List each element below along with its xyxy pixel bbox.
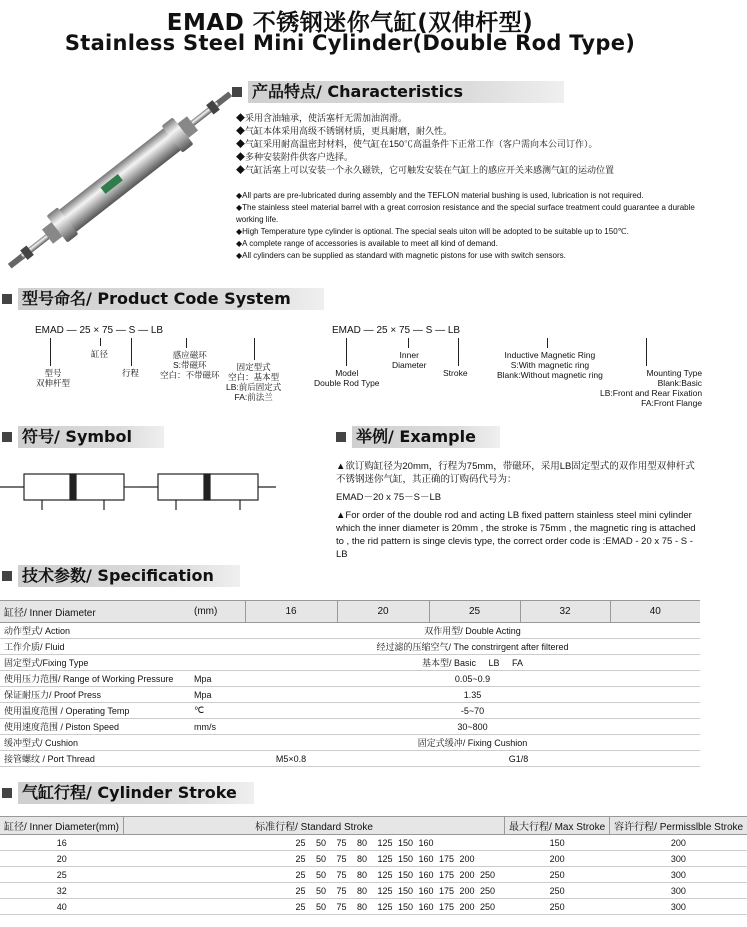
- characteristics-heading: 产品特点/ Characteristics: [232, 81, 564, 103]
- code-cn-model: 型号 双伸杆型: [36, 368, 71, 388]
- standard-stroke-cell: [124, 867, 505, 883]
- stroke-value: 125: [377, 837, 393, 848]
- stroke-value: 250: [480, 869, 496, 880]
- max-stroke-cell: 200: [505, 851, 610, 867]
- table-row: [0, 851, 747, 867]
- stroke-value: 25: [295, 885, 306, 896]
- list-item: ◆采用含油轴承，使活塞杆无需加油润滑。: [236, 113, 408, 123]
- stroke-value: 125: [377, 901, 393, 912]
- code-cn-stroke: 行程: [122, 368, 140, 378]
- specification-heading: 技术参数/ Specification: [2, 565, 240, 587]
- list-item: ◆All parts are pre-lubricated during assembly and the TEFLON material bushing is used, lubrication is not required.: [236, 191, 644, 200]
- code-cn-bore: 缸径: [91, 349, 109, 359]
- list-item: ◆A complete range of accessories is available to meet all kind of demand.: [236, 239, 498, 248]
- cylinder-symbol-diagram: [0, 446, 290, 526]
- max-stroke-cell: 250: [505, 883, 610, 899]
- stroke-value: 200: [459, 885, 475, 896]
- list-item: ◆气缸采用耐高温密封材料，使气缸在150℃高温条件下正常工作（客户需向本公司订作）。: [236, 139, 598, 149]
- table-row: 工作介质/ Fluid 经过滤的压缩空气/ The constrirgent after filtered: [0, 639, 700, 655]
- code-line-cn: EMAD — 25 × 75 — S — LB: [35, 325, 164, 336]
- code-en-bore: Inner Diameter: [392, 350, 427, 370]
- table-row: [0, 835, 747, 851]
- bore-cell: 32: [0, 883, 124, 899]
- bullet-square-icon: [2, 294, 12, 304]
- code-en-mount: Mounting Type Blank:Basic LB:Front and Rear Fixation FA:Front Flange: [600, 368, 703, 408]
- code-line-en: EMAD — 25 × 75 — S — LB: [332, 325, 461, 336]
- permissible-stroke-cell: 200: [610, 835, 747, 851]
- cylinder-photo: [0, 100, 240, 260]
- stroke-value: 25: [295, 837, 306, 848]
- stroke-value: 150: [398, 853, 414, 864]
- permissible-stroke-cell: 300: [610, 899, 747, 915]
- code-en-model: Model Double Rod Type: [314, 368, 380, 388]
- characteristics-cn-list: [236, 112, 614, 177]
- stroke-value: 75: [336, 837, 347, 848]
- table-header-row: 缸径/ Inner Diameter (mm) 16 20 25 32 40: [0, 601, 700, 623]
- stroke-value: 250: [480, 901, 496, 912]
- table-row: 使用温度范围 / Operating Temp ℃ -5~70: [0, 703, 700, 719]
- code-en-magnet: Inductive Magnetic Ring S:With magnetic ring Blank:Without magnetic ring: [497, 350, 603, 380]
- stroke-value: 50: [316, 901, 327, 912]
- stroke-value: 75: [336, 853, 347, 864]
- max-stroke-cell: 150: [505, 835, 610, 851]
- stroke-value: 175: [439, 885, 455, 896]
- stroke-value: 25: [295, 853, 306, 864]
- table-row: [0, 883, 747, 899]
- stroke-value: 50: [316, 837, 327, 848]
- example-text: [336, 460, 698, 566]
- stroke-value: 125: [377, 885, 393, 896]
- stroke-value: 75: [336, 901, 347, 912]
- bullet-square-icon: [2, 571, 12, 581]
- stroke-value: 250: [480, 885, 496, 896]
- list-item: ◆All cylinders can be supplied as standard with magnetic pistons for use with switch sensors.: [236, 251, 566, 260]
- stroke-value: 160: [418, 837, 434, 848]
- stroke-value: 175: [439, 869, 455, 880]
- stroke-value: 80: [357, 901, 368, 912]
- stroke-value: 25: [295, 869, 306, 880]
- bore-cell: 20: [0, 851, 124, 867]
- example-en: ▲For order of the double rod and acting LB fixed pattern stainless steel mini cylinder which the inner diameter is 20mm , the stroke is 75mm , the magnetic ring is attached to , the rid pattern is singe clevis type, the correct order code is :EMAD - 20 x 75 - S - LB: [336, 510, 696, 560]
- stroke-value: 150: [398, 885, 414, 896]
- symbol-heading: 符号/ Symbol: [2, 426, 164, 448]
- page-title-cn: EMAD 不锈钢迷你气缸(双伸杆型): [166, 10, 534, 36]
- stroke-heading: 气缸行程/ Cylinder Stroke: [2, 782, 254, 804]
- permissible-stroke-cell: 300: [610, 851, 747, 867]
- stroke-value: 150: [398, 901, 414, 912]
- stroke-value: 50: [316, 885, 327, 896]
- permissible-stroke-cell: 300: [610, 883, 747, 899]
- bore-cell: 40: [0, 899, 124, 915]
- stroke-value: 160: [418, 901, 434, 912]
- list-item: ◆High Temperature type cylinder is optional. The special seals uiton will be adopted to be suitable up to 150℃.: [236, 227, 629, 236]
- list-item: ◆The stainless steel material barrel with a great corrosion resistance and the special surface treatment could guarantee a durable working life.: [236, 203, 695, 224]
- code-cn-magnet: 感应磁环 S:带磁环 空白：不带磁环: [160, 350, 220, 380]
- stroke-value: 80: [357, 837, 368, 848]
- stroke-value: 125: [377, 853, 393, 864]
- example-cn-code: EMAD－20 x 75－S－LB: [336, 492, 442, 503]
- bore-cell: 25: [0, 867, 124, 883]
- product-code-heading: 型号命名/ Product Code System: [2, 288, 324, 310]
- table-row: 固定型式/Fixing Type 基本型/ Basic LB FA: [0, 655, 700, 671]
- stroke-value: 150: [398, 837, 414, 848]
- permissible-stroke-cell: 300: [610, 867, 747, 883]
- bullet-square-icon: [2, 432, 12, 442]
- max-stroke-cell: 250: [505, 867, 610, 883]
- bullet-square-icon: [232, 87, 242, 97]
- table-row: 使用速度范围 / Piston Speed mm/s 30~800: [0, 719, 700, 735]
- table-row: 动作型式/ Action 双作用型/ Double Acting: [0, 623, 700, 639]
- list-item: ◆气缸本体采用高级不锈钢材质，更具耐磨，耐久性。: [236, 126, 453, 136]
- max-stroke-cell: 250: [505, 899, 610, 915]
- standard-stroke-cell: [124, 899, 505, 915]
- example-heading: 举例/ Example: [336, 426, 500, 448]
- stroke-value: 50: [316, 869, 327, 880]
- stroke-value: 80: [357, 869, 368, 880]
- table-row: [0, 899, 747, 915]
- stroke-value: 25: [295, 901, 306, 912]
- stroke-value: 75: [336, 869, 347, 880]
- stroke-value: 75: [336, 885, 347, 896]
- stroke-value: 200: [459, 869, 475, 880]
- stroke-value: 160: [418, 853, 434, 864]
- stroke-value: 160: [418, 869, 434, 880]
- code-en-stroke: Stroke: [443, 368, 468, 378]
- bullet-square-icon: [2, 788, 12, 798]
- bore-cell: 16: [0, 835, 124, 851]
- stroke-value: 175: [439, 901, 455, 912]
- standard-stroke-cell: [124, 851, 505, 867]
- list-item: ◆气缸活塞上可以安装一个永久磁铁，它可触发安装在气缸上的感应开关来感测气缸的运动位置: [236, 165, 615, 175]
- table-header-row: 缸径/ Inner Diameter(mm) 标准行程/ Standard Stroke 最大行程/ Max Stroke 容许行程/ Permisslble Stroke: [0, 817, 747, 835]
- standard-stroke-cell: [124, 883, 505, 899]
- stroke-value: 150: [398, 869, 414, 880]
- table-row: 使用压力范围/ Range of Working Pressure Mpa 0.05~0.9: [0, 671, 700, 687]
- stroke-value: 80: [357, 885, 368, 896]
- stroke-value: 200: [459, 853, 475, 864]
- table-row: 接管螺纹 / Port Thread M5×0.8 G1/8: [0, 751, 700, 767]
- list-item: ◆多种安装附件供客户选择。: [236, 152, 354, 162]
- code-cn-mount: 固定型式 空白：基本型 LB:前后固定式 FA:前法兰: [226, 362, 282, 402]
- stroke-value: 160: [418, 885, 434, 896]
- standard-stroke-cell: [124, 835, 505, 851]
- table-row: 缓冲型式/ Cushion 固定式缓冲/ Fixing Cushion: [0, 735, 700, 751]
- stroke-value: 50: [316, 853, 327, 864]
- bullet-square-icon: [336, 432, 346, 442]
- stroke-value: 125: [377, 869, 393, 880]
- stroke-table: [0, 816, 747, 915]
- stroke-value: 175: [439, 853, 455, 864]
- table-row: 保证耐压力/ Proof Press Mpa 1.35: [0, 687, 700, 703]
- stroke-value: 80: [357, 853, 368, 864]
- stroke-value: 200: [459, 901, 475, 912]
- page-title-en: Stainless Steel Mini Cylinder(Double Rod Type): [64, 31, 636, 55]
- specification-table: [0, 600, 700, 767]
- table-row: [0, 867, 747, 883]
- characteristics-en-list: [236, 190, 698, 262]
- example-cn: ▲欲订购缸径为20mm，行程为75mm，带磁环，采用LB固定型式的双作用型双伸杆式不锈钢迷你气缸，其正确的订购码代号为：: [336, 461, 695, 485]
